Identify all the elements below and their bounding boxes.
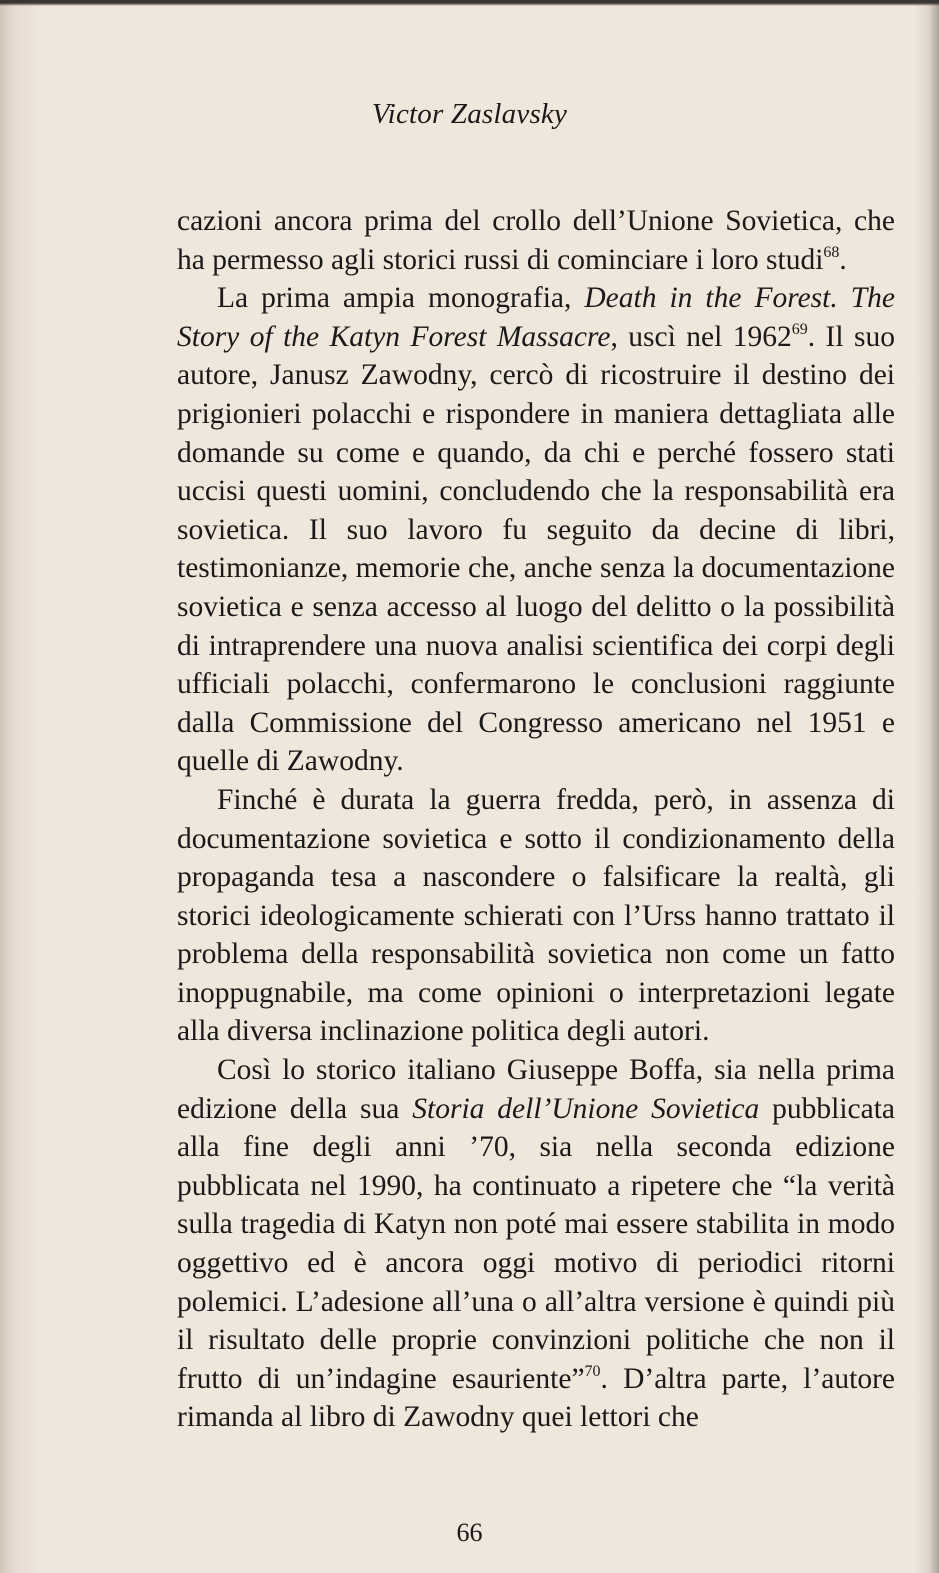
page-top-edge xyxy=(0,0,939,6)
paragraph-2-after-title: , uscì nel 1962 xyxy=(610,320,792,353)
paragraph-3: Finché è durata la guerra fredda, però, in assenza di documentazione sovietica e sotto il condizionamento della propaganda tesa a nascondere o falsificare la realtà, gli storici ideologicamente schierati con l’Urss hanno trattato il problema della responsabilità sovietica non come un fatto inoppugnabile, ma come opinioni o interpretazioni legate alla diversa inclinazione politica degli autori. xyxy=(177,783,895,1048)
paragraph-4-intro: Così lo storico italiano Giuseppe Boffa, sia nella prima edizione della sua xyxy=(177,1054,895,1125)
footnote-ref-68: 68 xyxy=(823,243,840,261)
book-title-death-in-the-forest: Death in the Forest. The Story of the Katyn Forest Massacre xyxy=(177,282,895,353)
paragraph-4-rest: . D’altra parte, l’autore rimanda al libro di Zawodny quei lettori che xyxy=(177,1362,895,1434)
page-number: 66 xyxy=(456,1518,483,1547)
body-text xyxy=(177,202,895,1437)
paragraph-1-line-1: cazioni ancora prima del crollo dell’Unione Sovietica, che xyxy=(177,205,895,237)
paragraph-1-end: . xyxy=(839,243,847,276)
paragraph-4 xyxy=(177,1051,895,1437)
paragraph-2 xyxy=(177,279,895,781)
paragraph-1-line-2-text: ha permesso agli storici russi di cominciare i loro studi xyxy=(177,243,824,276)
book-title-storia-urss: Storia dell’Unione Sovietica xyxy=(412,1092,760,1125)
footnote-ref-69: 69 xyxy=(791,320,808,338)
paragraph-1 xyxy=(177,202,895,279)
paragraph-2-intro: La prima ampia monografia, xyxy=(217,282,585,315)
running-head-author: Victor Zaslavsky xyxy=(371,98,568,130)
footnote-ref-70: 70 xyxy=(584,1362,601,1380)
paragraph-2-rest: . Il suo autore, Janusz Zawodny, cercò di ricostruire il destino dei prigionieri polacchi e rispondere in maniera dettagliata alle domande su come e quando, da chi e perché fossero stati uccisi questi uomini, concludendo che la responsabilità era sovietica. Il suo lavoro fu seguito da decine di libri, testimonianze, memorie che, anche senza la documentazione sovietica e senza accesso al luogo del delitto o la possibilità di intraprendere una nuova analisi scientifica dei corpi degli ufficiali polacchi, confermarono le conclusioni raggiunte dalla Commissione del Congresso americano nel 1951 e quelle di Zawodny. xyxy=(177,320,895,778)
paragraph-1-line-2 xyxy=(177,241,895,280)
paragraph-4-after-title: pubblicata alla fine degli anni ’70, sia nella seconda edizione pubblicata nel 1990, ha continuato a ripetere che “la verità sulla tragedia di Katyn non poté mai essere stabilita in modo oggettivo ed è ancora oggi motivo di periodici ritorni polemici. L’adesione all’una o all’altra versione è quindi più il risultato delle proprie convinzioni politiche che non il frutto di un’indagine esauriente” xyxy=(177,1092,896,1395)
